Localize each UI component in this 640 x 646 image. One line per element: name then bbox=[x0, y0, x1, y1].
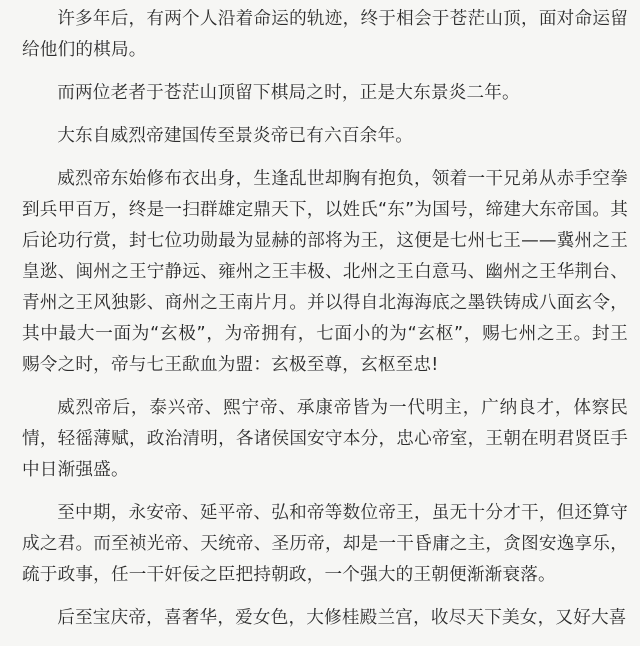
text-column bbox=[22, 4, 628, 646]
paragraph-1: 许多年后，有两个人沿着命运的轨迹，终于相会于苍茫山顶，面对命运留给他们的棋局。 bbox=[22, 9, 628, 60]
paragraph-6: 至中期，永安帝、延平帝、弘和帝等数位帝王，虽无十分才干，但还算守成之君。而至祯光帝、天统帝、圣历帝，却是一干昏庸之主，贪图安逸享乐，疏于政事，任一干奸佞之臣把持朝政，一个强大的王朝便渐渐衰落。 bbox=[22, 503, 628, 585]
paragraph-5: 威烈帝后，泰兴帝、熙宁帝、承康帝皆为一代明主，广纳良才，体察民情，轻徭薄赋，政治清明，各诸侯国安守本分，忠心帝室，王朝在明君贤臣手中日渐强盛。 bbox=[22, 398, 628, 480]
paragraph-7: 后至宝庆帝，喜奢华，爱女色，大修桂殿兰宫，收尽天下美女，又好大喜 bbox=[57, 608, 627, 628]
paragraph-4: 威烈帝东始修布衣出身，生逢乱世却胸有抱负，领着一干兄弟从赤手空拳到兵甲百万，终是一扫群雄定鼎天下，以姓氏“东”为国号，缔建大东帝国。其后论功行赏，封七位功勋最为显赫的部将为王，这便是七州七王——冀州之王皇逖、闽州之王宁静远、雍州之王丰极、北州之王白意马、幽州之王华荆台、青州之王风独影、商州之王南片月。并以得自北海海底之墨铁铸成八面玄令，其中最大一面为“玄极”，为帝拥有，七面小的为“玄枢”，赐七州之王。封王赐令之时，帝与七王歃血为盟：玄极至尊，玄枢至忠! bbox=[22, 169, 628, 375]
paragraph-2: 而两位老者于苍茫山顶留下棋局之时，正是大东景炎二年。 bbox=[57, 83, 520, 103]
paragraph-3: 大东自威烈帝建国传至景炎帝已有六百余年。 bbox=[57, 126, 414, 146]
